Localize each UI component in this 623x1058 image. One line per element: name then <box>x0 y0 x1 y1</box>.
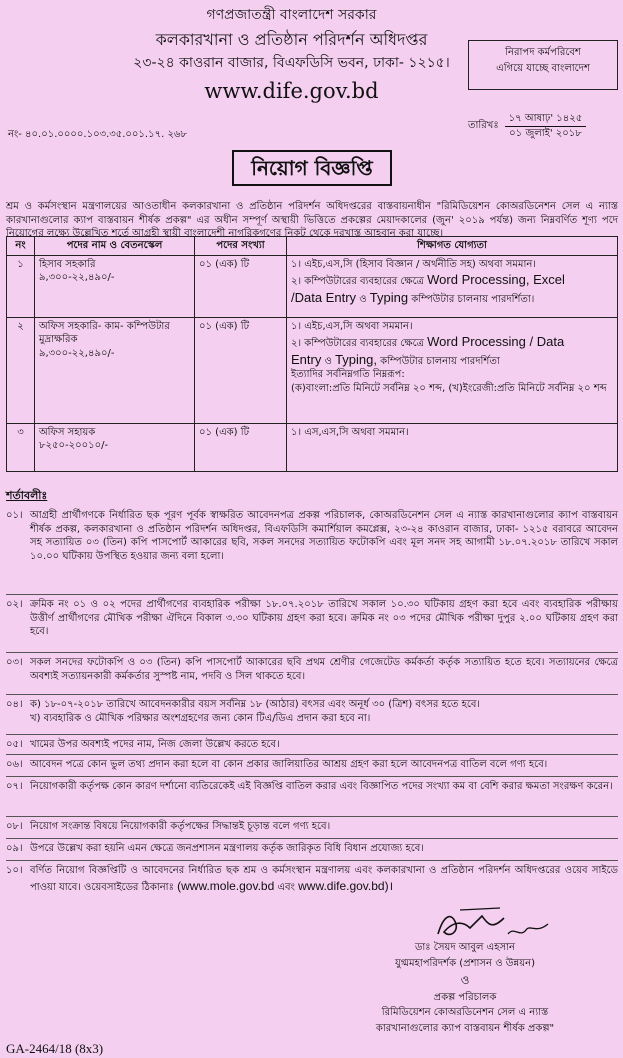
qualification-line <box>291 351 613 369</box>
signatory-role: প্রকল্প পরিচালক <box>433 991 497 1003</box>
list-item <box>6 816 618 838</box>
notice-date <box>468 112 586 140</box>
list-item <box>6 652 618 694</box>
qualification-cell <box>287 423 618 471</box>
term-text: খ) ব্যবহারিক ও মৌখিক পরিক্ষার অংশগ্রহণের জন্য কোন টিএ/ডিএ প্রদান করা হবে না। <box>30 712 371 724</box>
term-text: আগ্রহী প্রার্থীগণকে নির্ধারিত ছক পূরণ পূর্বক স্বাক্ষরিত আবেদনপত্র প্রকল্প পরিচালক, কোঅরডিনেশন সেল এ ন্যাস্ত কারখানাগুলোর ক্যাপ বাস্তবায়ন শীর্ষক প্রকল্প, কলকারখানা ও প্রতিষ্ঠান পরিদর্শন অধিদপ্তর, বিএফডিসি কমার্শিয়াল কমপ্লেক্স, ২৩-২৪ কাওরান বাজার, ঢাকা- ১২১৫ বরাবরে আবেদন সহ সত্যায়িত ০৩ (তিন) কপি পাসপোর্ট আকারের ছবি, সকল সনদের সত্যায়িত ফটোকপি এবং মূল সনদ সহ আগামী ১৮.০৭.২০১৮ তারিখে সকাল ১০.০০ ঘটিকায় উপস্থিত হওয়ার জন্য বলা হলো। <box>30 510 618 562</box>
term-number: ০৮। <box>6 821 23 832</box>
post-cell <box>35 317 195 423</box>
website-url: www.dife.gov.bd <box>204 79 379 104</box>
header-count: পদের সংখ্যা <box>195 237 287 256</box>
list-item <box>6 776 618 816</box>
signatory-project-2: কারখানাগুলোর ক্যাপ বাস্তবায়ন শীর্ষক প্রকল্প" <box>375 1022 555 1034</box>
header-post: পদের নাম ও বেতনস্কেল <box>35 237 195 256</box>
qualification-cell <box>287 317 618 423</box>
table-header-row <box>7 237 618 256</box>
posts-table <box>6 236 618 472</box>
term-text-group <box>30 864 618 902</box>
table-row <box>7 423 618 471</box>
term-text: আবেদন পত্রে কোন ভুল তথ্য প্রদান করা হলে বা কোন প্রকার জালিয়াতির আশ্রয় গ্রহণ করা হলে আবেদনপত্র বাতিল বলে গণ্য হবে। <box>30 759 548 770</box>
slogan-box <box>468 40 618 90</box>
post-name: হিসাব সহকারি <box>39 258 96 270</box>
qualification-text: Word Processing, Excel <box>427 272 565 287</box>
website-link-mole[interactable]: (www.mole.gov.bd <box>177 878 275 893</box>
term-number: ০৯। <box>6 843 23 854</box>
signatory-project-1: রিমিডিয়েশন কোঅরডিনেশন সেল এ ন্যাস্ত <box>381 1007 549 1019</box>
qualification-line: (ক)বাংলা:প্রতি মিনিটে সর্বনিম্ন ২০ শব্দ, (খ)ইংরেজী:প্রতি মিনিটে সর্বনিম্ন ২০ শব্দ <box>291 382 607 394</box>
term-text: নিয়োগকারী কর্তৃপক্ষ কোন কারণ দর্শানো ব্যতিরেকেই এই বিজ্ঞপ্তি বাতিল করার এবং বিজ্ঞাপিত পদের সংখ্যা কম বা বেশি করার ক্ষমতা সংরক্ষণ করেন। <box>30 781 613 792</box>
qualification-line: ইত্যাদির সর্বনিম্নগতি নিম্নরূপ: <box>291 369 405 381</box>
slogan-line-2: এগিয়ে যাচ্ছে বাংলাদেশ <box>496 63 590 74</box>
list-item <box>6 754 618 776</box>
list-item <box>6 694 618 734</box>
qualification-text: Word Processing / Data <box>427 334 565 349</box>
qualification-text: কম্পিউটার চালনায় পারদর্শিতা <box>376 355 500 367</box>
table-row <box>7 255 618 317</box>
post-name: অফিস সহায়ক <box>39 426 96 438</box>
list-item <box>6 734 618 754</box>
row-no: ১ <box>7 255 35 317</box>
qualification-text: /Data Entry <box>291 289 357 305</box>
intro-paragraph: শ্রম ও কর্মসংস্থান মন্ত্রণালয়ের আওতাধীন কলকারখানা ও প্রতিষ্ঠান পরিদর্শন অধিদপ্তরের বাস্তবায়নাধীন "রিমিডিয়েশন কোঅরডিনেশন সেল এ ন্যাস্ত কারখানাগুলোর ক্যাপ বাস্তবায়ন শীর্ষক প্রকল্প" এর অধীন সম্পূর্ণ অস্থায়ী ভিত্তিতে প্রকল্পের মেয়াদকালের (জুন' ২০১৯ পর্যন্ত) জন্য নিম্নবর্ণিত শূণ্য পদে নিয়োগের লক্ষ্যে উল্লেখিত শর্তে আগ্রহী স্থায়ী বাংলাদেশী নাগরিকগণের নিকট থেকে দরখাস্ত আহবান করা যাচ্ছে। <box>6 201 618 239</box>
term-text: এবং <box>274 881 299 893</box>
qualification-text: Typing, <box>335 351 377 367</box>
signatory-and: ও <box>460 973 470 987</box>
qualification-text: ও <box>356 293 370 305</box>
post-cell <box>35 423 195 471</box>
post-count: ০১ (এক) টি <box>195 255 287 317</box>
header-no: নং <box>7 237 35 256</box>
qualification-text: Entry <box>291 351 322 367</box>
post-count: ০১ (এক) টি <box>195 423 287 471</box>
post-cell <box>35 255 195 317</box>
qualification-cell <box>287 255 618 317</box>
term-text: বর্ণিত নিয়োগ বিজ্ঞপ্তিটি ও আবেদনের নির্ধারিত ছক শ্রম ও কর্মসংস্থান মন্ত্রণালয় এবং কলকারখানা ও প্রতিষ্ঠান পরিদর্শন অধিদপ্তরের ওয়েব সাইডে পাওয়া যাবে। ওয়েবসাইডের ঠিকানাঃ <box>30 865 618 893</box>
date-bangla: ১৭ আষাঢ়' ১৪২৫ <box>505 112 587 127</box>
list-item <box>6 506 618 594</box>
qualification-text: Typing <box>369 289 409 305</box>
qualification-line: ১। এস,এস,সি অথবা সমমান। <box>291 426 409 438</box>
website-link-dife[interactable]: www.dife.gov.bd)। <box>298 878 394 893</box>
qualification-text: ২। কম্পিউটারের ব্যবহারের ক্ষেত্রে <box>291 276 424 287</box>
term-text: উপরে উল্লেখ করা হয়নি এমন ক্ষেত্রে জনপ্রশাসন মন্ত্রণালয় কর্তৃক জারিকৃত বিধি বিধান প্রযোজ্য হবে। <box>30 843 424 854</box>
list-item <box>6 838 618 860</box>
pay-scale: ৯,৩০০-২২,৪৯০/- <box>39 347 115 359</box>
term-number: ০৬। <box>6 759 23 770</box>
qualification-line <box>291 289 613 307</box>
pay-scale: ৯,৩০০-২২,৪৯০/- <box>39 272 115 283</box>
header-qualification: শিক্ষাগত যোগ্যতা <box>287 237 618 256</box>
qualification-line: ১। এইচ,এস,সি অথবা সমমান। <box>291 320 413 332</box>
office-address: ২৩-২৪ কাওরান বাজার, বিএফডিসি ভবন, ঢাকা- ১২১৫। <box>133 55 450 72</box>
date-english: ০১ জুলাই' ২০১৮ <box>509 127 582 139</box>
terms-list <box>6 506 618 904</box>
term-number: ০৪। <box>6 699 23 710</box>
signatory-designation: যুগ্মমহাপরিদর্শক (প্রশাসন ও উন্নয়ন) <box>394 957 535 969</box>
term-number: ০৭। <box>6 781 23 792</box>
reference-number: নং- ৪০.০১.০০০০.১০৩.৩৫.০০১.১৭. ২৬৮ <box>8 129 187 140</box>
post-name: অফিস সহকারি- কাম- কম্পিউটার মুদ্রাক্ষরিক <box>39 320 170 345</box>
qualification-text: ও <box>321 355 336 367</box>
term-number: ০৩। <box>6 657 23 668</box>
signatory-name: ডাঃ সৈয়দ আবুল এহসান <box>415 942 515 953</box>
qualification-line: ১। এইচ,এস,সি (হিসাব বিজ্ঞান / অর্থনীতি সহ) অথবা সমমান। <box>291 258 536 270</box>
qualification-line <box>291 271 613 289</box>
qualification-text: কম্পিউটার চালনায় পারদর্শিতা। <box>408 293 535 305</box>
term-text: সকল সনদের ফটোকপি ও ০৩ (তিন) কপি পাসপোর্ট আকারের ছবি প্রথম শ্রেণীর গেজেটেড কর্মকর্তা কর্তৃক সত্যায়িত হতে হবে। সত্যায়নের ক্ষেত্রে অবশ্যই সত্যায়নকারী কর্মকর্তার সুস্পষ্ট নাম, পদবি ও সিল থাকতে হবে। <box>30 657 618 682</box>
term-text: খামের উপর অবশ্যই পদের নাম, নিজ জেলা উল্লেখ করতে হবে। <box>30 739 280 750</box>
list-item <box>6 594 618 652</box>
pay-scale: ৮২৫০-২০০১০/- <box>39 440 109 451</box>
table-row <box>7 317 618 423</box>
term-text: ক্রমিক নং ০১ ও ০২ পদের প্রার্থীগণের ব্যবহারিক পরীক্ষা ১৮.০৭.২০১৮ তারিখে সকাল ১০.৩০ ঘটিকায় গ্রহণ করা হবে এবং ব্যবহারিক পরীক্ষায় উত্তীর্ণ প্রার্থীগণের মৌখিক পরীক্ষা ঐদিনে বিকাল ৩.৩০ ঘটিকায় গ্রহণ করা হবে। ক্রমিক নং ০৩ পদের মৌখিক পরীক্ষা দুপুর ২.০০ ঘটিকায় গ্রহণ করা হবে। <box>30 599 618 637</box>
term-number: ১০। <box>6 865 23 876</box>
terms-heading: শর্তাবলীঃ <box>6 489 48 502</box>
term-number: ০২। <box>6 599 23 610</box>
list-item <box>6 860 618 904</box>
row-no: ২ <box>7 317 35 423</box>
date-label: তারিখঃ <box>468 120 499 132</box>
term-text-group <box>30 698 618 732</box>
qualification-line <box>291 333 613 351</box>
signatory-block <box>340 940 590 1036</box>
row-no: ৩ <box>7 423 35 471</box>
term-number: ০৫। <box>6 739 23 750</box>
ga-code: GA-2464/18 (8x3) <box>6 1041 104 1056</box>
government-name: গণপ্রজাতন্ত্রী বাংলাদেশ সরকার <box>206 7 377 23</box>
post-count: ০১ (এক) টি <box>195 317 287 423</box>
term-text: নিয়োগ সংক্রান্ত বিষয়ে নিয়োগকারী কর্তৃপক্ষের সিদ্ধান্তই চূড়ান্ত বলে গণ্য হবে। <box>30 821 331 832</box>
department-name: কলকারখানা ও প্রতিষ্ঠান পরিদর্শন অধিদপ্তর <box>155 29 428 49</box>
term-number: ০১। <box>6 510 23 521</box>
slogan-line-1: নিরাপদ কর্মপরিবেশ <box>505 47 581 58</box>
qualification-text: ২। কম্পিউটারের ব্যবহারের ক্ষেত্রে <box>291 338 424 349</box>
term-text: ক) ১৮-০৭-২০১৮ তারিখে আবেদনকারীর বয়স সর্বনিম্ন ১৮ (আঠার) বৎসর এবং অনূর্ধ ৩০ (ত্রিশ) বৎসর হতে হবে। <box>30 699 480 710</box>
notice-title: নিয়োগ বিজ্ঞপ্তি <box>232 150 392 186</box>
